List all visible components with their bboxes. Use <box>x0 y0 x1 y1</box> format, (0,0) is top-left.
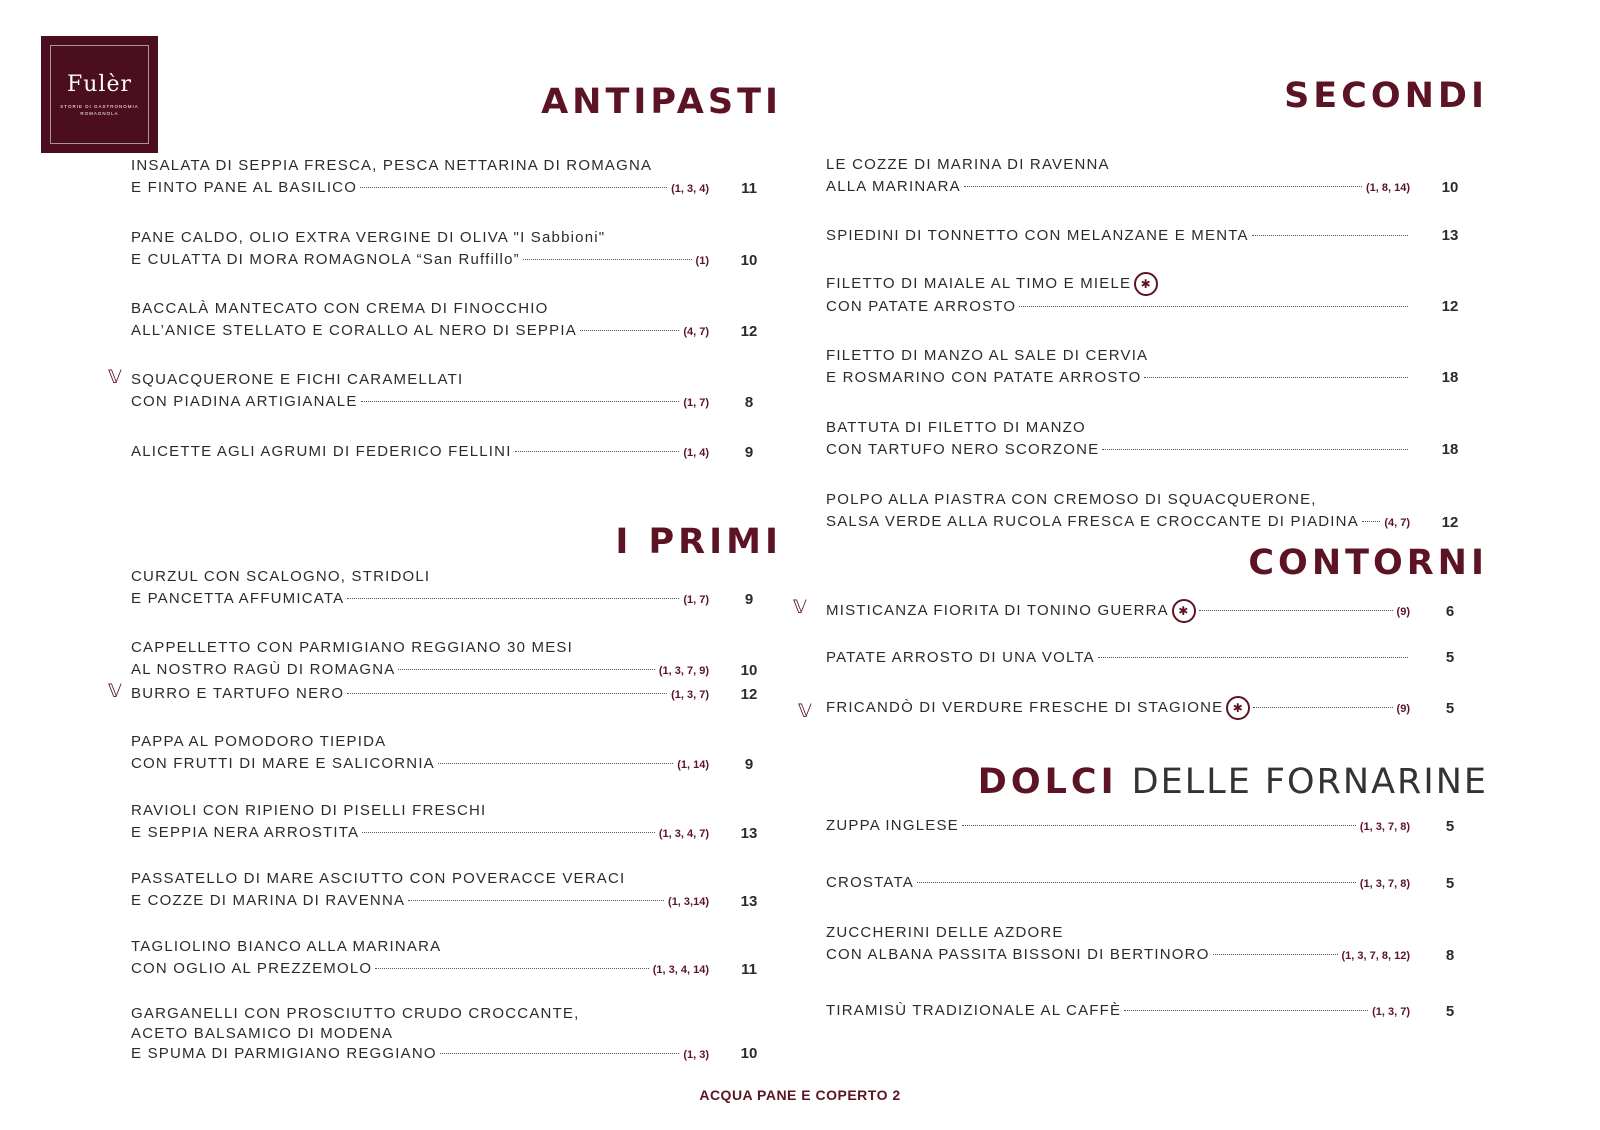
item-name-line: RAVIOLI CON RIPIENO DI PISELLI FRESCHI <box>131 802 487 819</box>
logo-name: Fulèr <box>66 72 132 97</box>
menu-item-secondi-1 <box>826 154 1459 199</box>
item-price: 13 <box>740 893 758 910</box>
logo-region-text: ROMAGNOLA <box>80 111 119 116</box>
item-price: 8 <box>744 394 754 411</box>
menu-item-dolci-1 <box>826 815 1455 838</box>
menu-item-primi-5 <box>131 800 758 845</box>
logo-tagline-text: STORIE DI GASTRONOMIA <box>60 104 139 109</box>
item-name-line: CON OGLIO AL PREZZEMOLO <box>131 960 373 977</box>
dot-leader <box>515 451 680 452</box>
dot-leader <box>361 401 680 402</box>
item-name-line: LE COZZE DI MARINA DI RAVENNA <box>826 156 1110 173</box>
item-name-line: CON PIADINA ARTIGIANALE <box>131 393 358 410</box>
item-name-line: E SPUMA DI PARMIGIANO REGGIANO <box>131 1045 437 1062</box>
item-name-line: BATTUTA DI FILETTO DI MANZO <box>826 419 1086 436</box>
item-name-line: ZUPPA INGLESE <box>826 817 959 834</box>
item-price: 9 <box>744 591 754 608</box>
allergens: (1, 8, 14) <box>1365 182 1410 194</box>
section-title-primi: I PRIMI <box>615 522 782 562</box>
dot-leader <box>917 882 1356 883</box>
item-name-line: FRICANDÒ DI VERDURE FRESCHE DI STAGIONE <box>826 699 1224 716</box>
menu-item-dolci-3 <box>826 922 1455 967</box>
item-name-line: SALSA VERDE ALLA RUCOLA FRESCA E CROCCANTE DI PIADINA <box>826 513 1359 530</box>
item-name-line: TAGLIOLINO BIANCO ALLA MARINARA <box>131 938 442 955</box>
logo-frame <box>50 45 149 144</box>
menu-item-dolci-4 <box>826 1000 1455 1023</box>
item-name-line: AL NOSTRO RAGÙ DI ROMAGNA <box>131 661 396 678</box>
dot-leader <box>1253 707 1392 708</box>
item-name-line: CON PATATE ARROSTO <box>826 298 1017 315</box>
item-name-line: CON FRUTTI DI MARE E SALICORNIA <box>131 755 435 772</box>
item-price: 9 <box>744 444 754 461</box>
item-name-line: GARGANELLI CON PROSCIUTTO CRUDO CROCCANTE, <box>131 1005 580 1022</box>
vegetarian-icon: 𝕍 <box>793 596 807 618</box>
item-name-line: ALICETTE AGLI AGRUMI DI FEDERICO FELLINI <box>131 443 512 460</box>
item-name-line: E CULATTA DI MORA ROMAGNOLA “San Ruffillo” <box>131 251 520 268</box>
menu-item-secondi-5 <box>826 417 1459 461</box>
allergens: (4, 7) <box>683 326 709 338</box>
dot-leader <box>1124 1010 1368 1011</box>
item-price: 18 <box>1441 369 1459 386</box>
menu-item-antipasti-4 <box>131 369 754 414</box>
vegetarian-icon: 𝕍 <box>798 700 812 722</box>
gluten-free-badge-icon: ✱ <box>1226 696 1250 720</box>
dot-leader <box>375 968 648 969</box>
item-price: 5 <box>1445 649 1455 666</box>
vegetarian-icon: 𝕍 <box>108 366 122 388</box>
item-name-line: CON TARTUFO NERO SCORZONE <box>826 441 1100 458</box>
item-name-line: FILETTO DI MAIALE AL TIMO E MIELE <box>826 274 1132 292</box>
item-name-line: PANE CALDO, OLIO EXTRA VERGINE DI OLIVA "I Sabbioni" <box>131 229 606 246</box>
item-price: 5 <box>1445 875 1455 892</box>
item-name-line: INSALATA DI SEPPIA FRESCA, PESCA NETTARINA DI ROMAGNA <box>131 157 653 174</box>
allergens: (1, 3, 4, 14) <box>652 964 709 976</box>
dot-leader <box>962 825 1356 826</box>
allergens: (9) <box>1396 606 1410 618</box>
dot-leader <box>440 1053 680 1054</box>
item-name-line: PAPPA AL POMODORO TIEPIDA <box>131 733 387 750</box>
logo-tagline <box>60 103 138 117</box>
dot-leader <box>1019 306 1408 307</box>
menu-item-contorni-1 <box>826 599 1455 623</box>
menu-item-antipasti-5 <box>131 441 754 464</box>
menu-item-antipasti-2 <box>131 227 758 272</box>
menu-item-primi-2 <box>131 637 758 682</box>
item-price: 11 <box>741 180 757 197</box>
allergens: (1, 3, 7, 8) <box>1359 821 1410 833</box>
dot-leader <box>1098 657 1408 658</box>
dot-leader <box>1102 449 1408 450</box>
dot-leader <box>523 259 692 260</box>
allergens: (1) <box>695 255 709 267</box>
item-price: 6 <box>1445 603 1455 620</box>
menu-item-contorni-3 <box>826 696 1455 720</box>
allergens: (1, 3, 7) <box>671 689 709 701</box>
allergens: (1, 3, 7) <box>1372 1006 1410 1018</box>
item-name-line: ALLA MARINARA <box>826 178 961 195</box>
vegetarian-icon: 𝕍 <box>108 680 122 702</box>
allergens: (1, 3,14) <box>668 896 709 908</box>
item-price: 11 <box>741 961 757 978</box>
item-name-line: PASSATELLO DI MARE ASCIUTTO CON POVERACCE VERACI <box>131 870 626 887</box>
menu-item-dolci-2 <box>826 872 1455 895</box>
dot-leader <box>398 669 654 670</box>
item-name-line: CURZUL CON SCALOGNO, STRIDOLI <box>131 568 431 585</box>
dot-leader <box>1213 954 1338 955</box>
dolci-title-main: DOLCI <box>977 762 1118 802</box>
item-price: 8 <box>1445 947 1455 964</box>
section-title-dolci <box>978 762 1488 802</box>
item-price: 13 <box>1441 227 1459 244</box>
dot-leader <box>438 763 673 764</box>
section-title-secondi: SECONDI <box>1284 76 1488 116</box>
item-price: 10 <box>740 252 758 269</box>
menu-item-antipasti-3 <box>131 298 758 343</box>
dot-leader <box>964 186 1362 187</box>
item-price: 5 <box>1445 818 1455 835</box>
dot-leader <box>408 900 664 901</box>
item-name-line: BACCALÀ MANTECATO CON CREMA DI FINOCCHIO <box>131 300 549 317</box>
allergens: (4, 7) <box>1384 517 1410 529</box>
dot-leader <box>580 330 679 331</box>
item-price: 13 <box>740 825 758 842</box>
allergens: (1, 3, 7, 8, 12) <box>1341 950 1410 962</box>
item-name-line: PATATE ARROSTO DI UNA VOLTA <box>826 649 1095 666</box>
section-title-antipasti: ANTIPASTI <box>541 82 782 122</box>
item-price: 10 <box>740 662 758 679</box>
dolci-title-sub: DELLE FORNARINE <box>1131 762 1488 802</box>
menu-item-primi-3 <box>131 683 758 706</box>
dot-leader <box>347 598 679 599</box>
menu-item-primi-4 <box>131 731 754 776</box>
allergens: (1, 3, 4, 7) <box>658 828 709 840</box>
section-title-contorni: CONTORNI <box>1248 543 1488 583</box>
item-name-line: BURRO E TARTUFO NERO <box>131 685 345 702</box>
item-name-line: ZUCCHERINI DELLE AZDORE <box>826 924 1064 941</box>
menu-item-antipasti-1 <box>131 155 757 200</box>
menu-item-primi-1 <box>131 566 754 611</box>
allergens: (1, 3, 7, 8) <box>1359 878 1410 890</box>
allergens: (1, 3) <box>683 1049 709 1061</box>
item-name-line: E SEPPIA NERA ARROSTITA <box>131 824 360 841</box>
item-price: 12 <box>1441 298 1459 315</box>
dot-leader <box>347 693 667 694</box>
item-name-line: TIRAMISÙ TRADIZIONALE AL CAFFÈ <box>826 1002 1122 1019</box>
item-name-line: ACETO BALSAMICO DI MODENA <box>131 1025 394 1042</box>
item-name-line: MISTICANZA FIORITA DI TONINO GUERRA <box>826 602 1169 619</box>
menu-item-primi-8 <box>131 1004 758 1065</box>
item-name-line: FILETTO DI MANZO AL SALE DI CERVIA <box>826 347 1149 364</box>
dot-leader <box>1252 235 1408 236</box>
menu-item-secondi-4 <box>826 345 1459 389</box>
item-name-line: ALL’ANICE STELLATO E CORALLO AL NERO DI SEPPIA <box>131 322 577 339</box>
menu-item-primi-7 <box>131 936 757 981</box>
item-price: 12 <box>740 686 758 703</box>
item-name-line: E ROSMARINO CON PATATE ARROSTO <box>826 369 1142 386</box>
item-price: 5 <box>1445 700 1455 717</box>
item-name-line: E PANCETTA AFFUMICATA <box>131 590 345 607</box>
menu-item-contorni-2 <box>826 647 1455 669</box>
menu-item-primi-6 <box>131 868 758 913</box>
allergens: (9) <box>1396 703 1410 715</box>
gluten-free-badge-icon: ✱ <box>1172 599 1196 623</box>
menu-item-secondi-6 <box>826 489 1459 534</box>
item-name-line: CON ALBANA PASSITA BISSONI DI BERTINORO <box>826 946 1210 963</box>
menu-item-secondi-2 <box>826 225 1459 247</box>
allergens: (1, 3, 4) <box>671 183 709 195</box>
dot-leader <box>1362 521 1380 522</box>
item-price: 12 <box>740 323 758 340</box>
item-name-line: SQUACQUERONE E FICHI CARAMELLATI <box>131 371 464 388</box>
item-price: 10 <box>740 1045 758 1062</box>
allergens: (1, 4) <box>683 447 709 459</box>
gluten-free-badge-icon: ✱ <box>1134 272 1158 296</box>
item-price: 9 <box>744 756 754 773</box>
item-name-line: SPIEDINI DI TONNETTO CON MELANZANE E MENTA <box>826 227 1249 244</box>
allergens: (1, 14) <box>677 759 709 771</box>
item-price: 5 <box>1445 1003 1455 1020</box>
item-price: 12 <box>1441 514 1459 531</box>
restaurant-logo <box>41 36 158 153</box>
item-name-line: CAPPELLETTO CON PARMIGIANO REGGIANO 30 MESI <box>131 639 573 656</box>
item-price: 10 <box>1441 179 1459 196</box>
item-name-line: E COZZE DI MARINA DI RAVENNA <box>131 892 406 909</box>
dot-leader <box>360 187 667 188</box>
item-name-line: CROSTATA <box>826 874 914 891</box>
menu-item-secondi-3 <box>826 272 1459 318</box>
item-name-line: E FINTO PANE AL BASILICO <box>131 179 358 196</box>
item-name-line: POLPO ALLA PIASTRA CON CREMOSO DI SQUACQUERONE, <box>826 491 1317 508</box>
allergens: (1, 3, 7, 9) <box>658 665 709 677</box>
allergens: (1, 7) <box>683 594 709 606</box>
dot-leader <box>362 832 655 833</box>
dot-leader <box>1144 377 1408 378</box>
dot-leader <box>1199 610 1393 611</box>
cover-charge-note: ACQUA PANE E COPERTO 2 <box>699 1087 901 1103</box>
allergens: (1, 7) <box>683 397 709 409</box>
item-price: 18 <box>1441 441 1459 458</box>
